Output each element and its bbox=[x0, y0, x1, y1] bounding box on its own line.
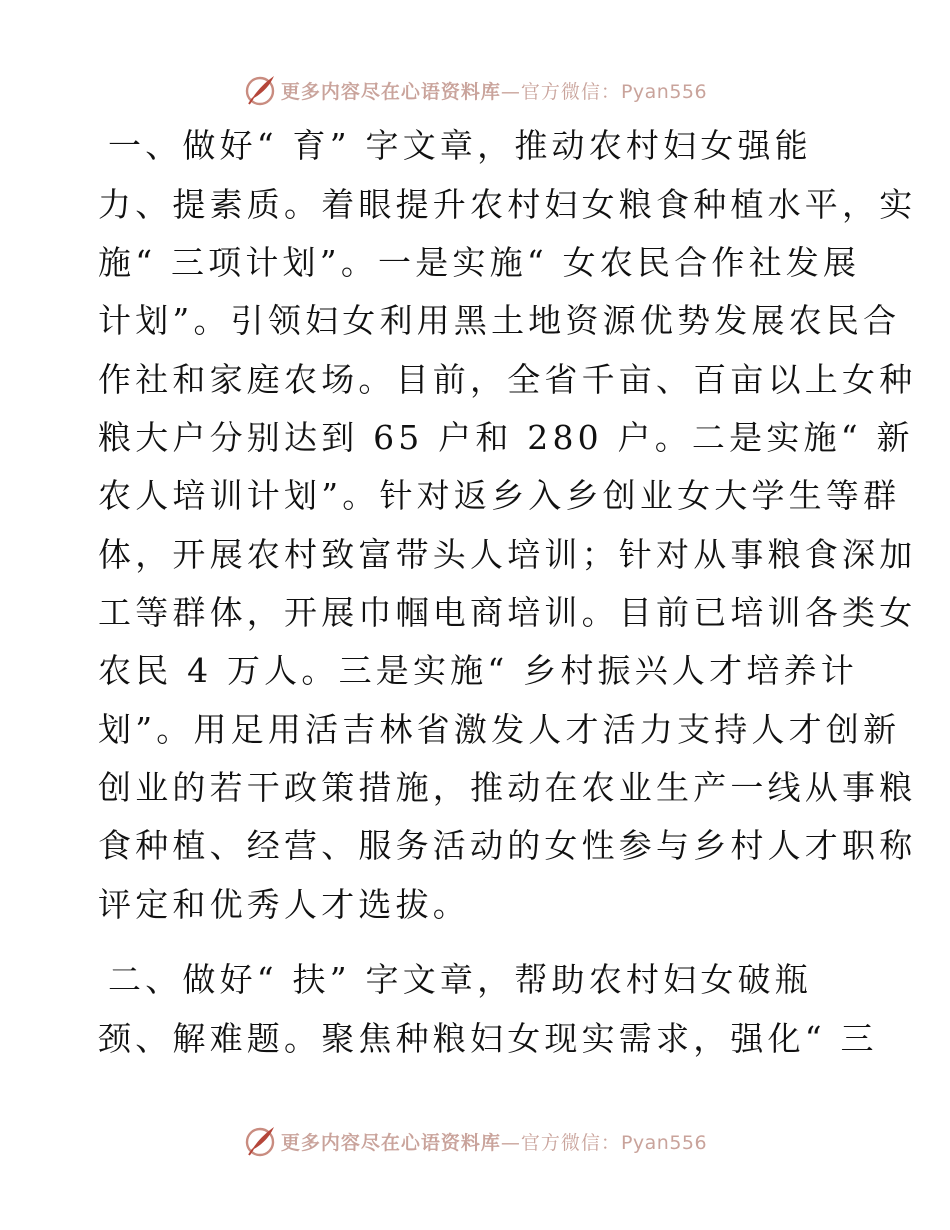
paragraph-line: 农人培训计划”。针对返乡入乡创业女大学生等群 bbox=[98, 476, 901, 515]
watermark-contact-id: Pyan556 bbox=[620, 1131, 708, 1154]
paragraph-line: 划”。用足用活吉林省激发人才活力支持人才创新 bbox=[98, 710, 901, 749]
paragraph-line: 食种植、经营、服务活动的女性参与乡村人才职称 bbox=[98, 826, 917, 865]
watermark-separator: — bbox=[500, 1131, 521, 1154]
paragraph-line: 颈、解难题。聚焦种粮妇女现实需求，强化“ 三 bbox=[98, 1019, 878, 1058]
paragraph-line: 计划”。引领妇女利用黑土地资源优势发展农民合 bbox=[98, 301, 901, 340]
watermark-text bbox=[281, 1128, 707, 1155]
watermark-contact-id: Pyan556 bbox=[620, 80, 708, 103]
quill-logo-icon bbox=[243, 73, 277, 107]
paragraph-line: 创业的若干政策措施，推动在农业生产一线从事粮 bbox=[98, 768, 917, 807]
section-heading-2: 二、做好“ 扶” 字文章，帮助农村妇女破瓶 bbox=[108, 960, 812, 999]
paragraph-line: 力、提素质。着眼提升农村妇女粮食种植水平，实 bbox=[98, 185, 917, 224]
watermark-contact-label: 官方微信： bbox=[520, 80, 621, 103]
watermark-contact-label: 官方微信： bbox=[520, 1131, 621, 1154]
paragraph-line: 农民 4 万人。三是实施“ 乡村振兴人才培养计 bbox=[98, 651, 858, 690]
watermark-brand: 更多内容尽在心语资料库 bbox=[280, 1131, 501, 1154]
footer-watermark bbox=[0, 1121, 950, 1161]
paragraph-line: 施“ 三项计划”。一是实施“ 女农民合作社发展 bbox=[98, 243, 861, 282]
paragraph-line: 作社和家庭农场。目前，全省千亩、百亩以上女种 bbox=[98, 360, 917, 399]
paragraph-line: 评定和优秀人才选拔。 bbox=[98, 885, 470, 924]
header-watermark bbox=[0, 70, 950, 110]
section-heading-1: 一、做好“ 育” 字文章，推动农村妇女强能 bbox=[108, 126, 812, 165]
watermark-brand: 更多内容尽在心语资料库 bbox=[280, 80, 501, 103]
watermark-separator: — bbox=[500, 80, 521, 103]
paragraph-line: 体，开展农村致富带头人培训；针对从事粮食深加 bbox=[98, 535, 917, 574]
watermark-text bbox=[281, 77, 707, 104]
paragraph-line: 工等群体，开展巾帼电商培训。目前已培训各类女 bbox=[98, 593, 917, 632]
paragraph-line: 粮大户分别达到 65 户和 280 户。二是实施“ 新 bbox=[98, 418, 914, 457]
quill-logo-icon bbox=[243, 1124, 277, 1158]
